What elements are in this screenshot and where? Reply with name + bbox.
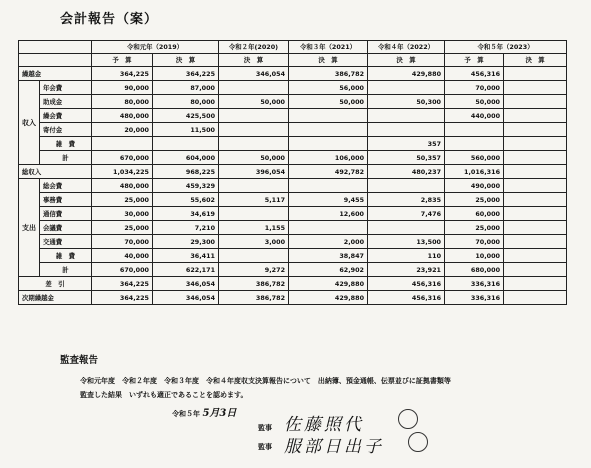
- table-cell: 50,000: [219, 151, 289, 165]
- table-cell: [504, 165, 567, 179]
- table-cell: 386,782: [219, 277, 289, 291]
- row-label: 交通費: [40, 235, 92, 249]
- table-cell: 60,000: [445, 207, 504, 221]
- table-cell: 25,000: [92, 221, 153, 235]
- table-cell: [504, 263, 567, 277]
- table-cell: 425,500: [153, 109, 219, 123]
- table-row: [19, 179, 567, 193]
- table-cell: 40,000: [92, 249, 153, 263]
- table-cell: 364,225: [153, 67, 219, 81]
- next-carryover-label: 次期繰越金: [19, 291, 92, 305]
- table-cell: 364,225: [92, 291, 153, 305]
- accounting-table: [18, 40, 567, 305]
- table-cell: 13,500: [368, 235, 445, 249]
- table-cell: 429,880: [289, 277, 368, 291]
- row-label: 寄付金: [40, 123, 92, 137]
- table-row: [19, 137, 567, 151]
- table-cell: [504, 137, 567, 151]
- table-row: [19, 221, 567, 235]
- table-cell: 25,000: [445, 221, 504, 235]
- header-corner: [19, 41, 92, 54]
- year-2020-header: 令和２年(2020): [219, 41, 289, 54]
- table-cell: [219, 179, 289, 193]
- table-cell: 604,000: [153, 151, 219, 165]
- table-cell: 346,054: [219, 67, 289, 81]
- table-row: [19, 235, 567, 249]
- table-cell: 396,054: [219, 165, 289, 179]
- actual-2021-header: 決 算: [289, 54, 368, 67]
- table-row: [19, 123, 567, 137]
- table-cell: [504, 291, 567, 305]
- table-cell: [368, 81, 445, 95]
- type-header-row: [19, 54, 567, 67]
- table-cell: 50,300: [368, 95, 445, 109]
- table-cell: 456,316: [368, 291, 445, 305]
- table-cell: [504, 249, 567, 263]
- year-2021-header: 令和３年（2021）: [289, 41, 368, 54]
- table-cell: [504, 67, 567, 81]
- table-row: [19, 263, 567, 277]
- audit-date-handwritten: 5月3日: [202, 408, 237, 419]
- table-cell: [153, 137, 219, 151]
- table-cell: 2,000: [289, 235, 368, 249]
- actual-2020-header: 決 算: [219, 54, 289, 67]
- table-cell: 50,000: [289, 95, 368, 109]
- audit-statement: [80, 374, 570, 402]
- table-cell: 55,602: [153, 193, 219, 207]
- table-cell: 29,300: [153, 235, 219, 249]
- table-cell: 38,847: [289, 249, 368, 263]
- audit-date: [172, 404, 236, 419]
- table-cell: 50,000: [445, 95, 504, 109]
- table-cell: 456,316: [368, 277, 445, 291]
- table-row: [19, 151, 567, 165]
- table-cell: 386,782: [219, 291, 289, 305]
- table-cell: 480,000: [92, 179, 153, 193]
- expense-group-label: 支出: [19, 179, 40, 277]
- row-label: 会議費: [40, 221, 92, 235]
- total-income-label: 総収入: [19, 165, 92, 179]
- balance-row: [19, 277, 567, 291]
- year-header-row: [19, 41, 567, 54]
- row-label: 計: [40, 151, 92, 165]
- table-cell: 10,000: [445, 249, 504, 263]
- table-cell: 429,880: [368, 67, 445, 81]
- audit-date-prefix: 令和５年: [172, 410, 200, 418]
- table-cell: 11,500: [153, 123, 219, 137]
- table-cell: [504, 221, 567, 235]
- table-cell: [92, 137, 153, 151]
- table-cell: 670,000: [92, 263, 153, 277]
- table-cell: 7,476: [368, 207, 445, 221]
- audit-line-2: 監査した結果 いずれも適正であることを認めます。: [80, 391, 248, 399]
- actual-2023-header: 決 算: [504, 54, 567, 67]
- table-cell: 492,782: [289, 165, 368, 179]
- year-2022-header: 令和４年（2022）: [368, 41, 445, 54]
- table-cell: 1,034,225: [92, 165, 153, 179]
- table-cell: 346,054: [153, 291, 219, 305]
- table-cell: [289, 221, 368, 235]
- total-income-row: [19, 165, 567, 179]
- table-cell: 1,016,316: [445, 165, 504, 179]
- table-cell: [504, 179, 567, 193]
- table-row: [19, 193, 567, 207]
- row-label: 総会費: [40, 179, 92, 193]
- table-cell: 429,880: [289, 291, 368, 305]
- table-cell: [504, 151, 567, 165]
- table-cell: [289, 109, 368, 123]
- table-cell: 1,155: [219, 221, 289, 235]
- table-cell: 3,000: [219, 235, 289, 249]
- table-cell: 622,171: [153, 263, 219, 277]
- table-cell: 357: [368, 137, 445, 151]
- table-cell: 480,000: [92, 109, 153, 123]
- table-cell: [504, 95, 567, 109]
- table-cell: 459,329: [153, 179, 219, 193]
- table-cell: [368, 179, 445, 193]
- audit-line-1: 令和元年度 令和２年度 令和３年度 令和４年度収支決算報告について 出納簿、預金通帳、伝票並びに証拠書類等: [80, 377, 451, 385]
- table-cell: 670,000: [92, 151, 153, 165]
- table-cell: 36,411: [153, 249, 219, 263]
- table-cell: [219, 137, 289, 151]
- auditor-2-signature: 服部日出子: [284, 437, 384, 457]
- table-cell: 364,225: [92, 277, 153, 291]
- table-cell: 106,000: [289, 151, 368, 165]
- table-cell: [368, 221, 445, 235]
- table-cell: 9,272: [219, 263, 289, 277]
- table-cell: 336,316: [445, 291, 504, 305]
- table-cell: [504, 81, 567, 95]
- table-cell: [504, 193, 567, 207]
- table-cell: [504, 207, 567, 221]
- table-cell: [219, 81, 289, 95]
- table-cell: 5,117: [219, 193, 289, 207]
- row-label: 繰会費: [40, 109, 92, 123]
- table-row: [19, 207, 567, 221]
- table-cell: 50,000: [219, 95, 289, 109]
- table-cell: 25,000: [445, 193, 504, 207]
- carryover-label: 繰越金: [19, 67, 92, 81]
- table-cell: 490,000: [445, 179, 504, 193]
- table-cell: [289, 179, 368, 193]
- table-row: [19, 109, 567, 123]
- table-cell: 364,225: [92, 67, 153, 81]
- table-cell: [368, 109, 445, 123]
- table-cell: 9,455: [289, 193, 368, 207]
- table-cell: 23,921: [368, 263, 445, 277]
- auditor-1-signature: 佐藤照代: [284, 415, 364, 435]
- table-cell: 440,000: [445, 109, 504, 123]
- table-cell: 456,316: [445, 67, 504, 81]
- table-cell: [219, 123, 289, 137]
- table-cell: [445, 123, 504, 137]
- auditor-label-1: 監事: [258, 424, 272, 432]
- table-cell: 346,054: [153, 277, 219, 291]
- table-cell: [504, 123, 567, 137]
- table-cell: 25,000: [92, 193, 153, 207]
- table-cell: 480,237: [368, 165, 445, 179]
- table-row: [19, 95, 567, 109]
- table-cell: 2,835: [368, 193, 445, 207]
- table-cell: 30,000: [92, 207, 153, 221]
- table-cell: 80,000: [92, 95, 153, 109]
- table-cell: [504, 277, 567, 291]
- table-cell: 968,225: [153, 165, 219, 179]
- table-cell: 336,316: [445, 277, 504, 291]
- table-cell: [504, 235, 567, 249]
- actual-2022-header: 決 算: [368, 54, 445, 67]
- table-cell: 87,000: [153, 81, 219, 95]
- table-cell: 70,000: [92, 235, 153, 249]
- year-2019-header: 令和元年（2019）: [92, 41, 219, 54]
- table-cell: [368, 123, 445, 137]
- table-cell: [289, 137, 368, 151]
- audit-report-title: 監査報告: [60, 355, 99, 366]
- table-cell: 50,357: [368, 151, 445, 165]
- budget-2023-header: 予 算: [445, 54, 504, 67]
- carryover-row: [19, 67, 567, 81]
- row-label: 雑 費: [40, 137, 92, 151]
- table-cell: 560,000: [445, 151, 504, 165]
- actual-2019-header: 決 算: [153, 54, 219, 67]
- table-cell: 56,000: [289, 81, 368, 95]
- table-cell: 62,902: [289, 263, 368, 277]
- row-label: 雑 費: [40, 249, 92, 263]
- year-2023-header: 令和５年（2023）: [445, 41, 567, 54]
- next-carryover-row: [19, 291, 567, 305]
- table-cell: [445, 137, 504, 151]
- table-cell: 70,000: [445, 81, 504, 95]
- table-cell: 12,600: [289, 207, 368, 221]
- auditor-2-seal-icon: [408, 432, 428, 452]
- table-cell: 680,000: [445, 263, 504, 277]
- row-label: 助成金: [40, 95, 92, 109]
- table-cell: 70,000: [445, 235, 504, 249]
- row-label: 通信費: [40, 207, 92, 221]
- table-row: [19, 249, 567, 263]
- table-cell: [219, 249, 289, 263]
- page-title: 会計報告（案）: [60, 12, 159, 27]
- auditor-1-seal-icon: [398, 409, 418, 429]
- row-label: 計: [40, 263, 92, 277]
- table-cell: 80,000: [153, 95, 219, 109]
- header-corner-2: [19, 54, 92, 67]
- table-cell: 34,619: [153, 207, 219, 221]
- table-cell: 90,000: [92, 81, 153, 95]
- row-label: 事務費: [40, 193, 92, 207]
- table-cell: [504, 109, 567, 123]
- table-cell: [219, 207, 289, 221]
- income-group-label: 収入: [19, 81, 40, 165]
- table-cell: 7,210: [153, 221, 219, 235]
- table-cell: 386,782: [289, 67, 368, 81]
- table-row: [19, 81, 567, 95]
- table-cell: [219, 109, 289, 123]
- auditor-label-2: 監事: [258, 443, 272, 451]
- table-cell: 110: [368, 249, 445, 263]
- budget-2019-header: 予 算: [92, 54, 153, 67]
- row-label: 年会費: [40, 81, 92, 95]
- table-cell: 20,000: [92, 123, 153, 137]
- balance-label: 差 引: [19, 277, 92, 291]
- table-cell: [289, 123, 368, 137]
